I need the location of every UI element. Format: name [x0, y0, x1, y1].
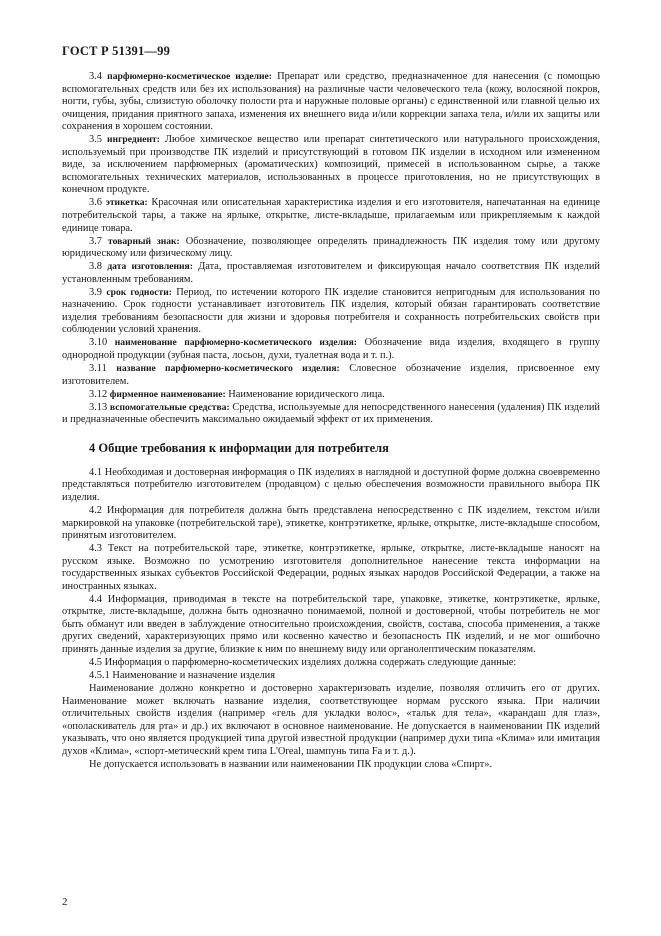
document-body	[62, 71, 600, 771]
definition-term: дата изготовления:	[107, 261, 193, 273]
definition-number: 3.4	[89, 71, 102, 82]
definition-item	[62, 71, 600, 134]
definition-term: срок годности:	[106, 286, 172, 298]
paragraph: Наименование должно конкретно и достоверно характеризовать изделие, позволяя отличить его от других. Наименование может включать название изделия, соответствующее нормам русского языка. При наличии отличительных свойств изделия (например «гель для укладки волос», «тальк для тела», «карандаш для глаз», «ополаскиватель для рта» и др.) их включают в основное наименование. Не допускается в наименовании ПК изделий указывать, что оно является продукцией типа другой известной продукции (например духи типа «Клима» или имитация духов «Клима», «спорт-метический крем типа L'Oreal, шампунь типа Fa и т. д.).	[62, 683, 600, 757]
definition-item	[62, 287, 600, 337]
paragraph: 4.1 Необходимая и достоверная информация о ПК изделиях в наглядной и доступной форме должна своевременно представляться потребителю изготовителем (продавцом) с целью обеспечения возможности правильного выбора ПК изделия.	[62, 466, 600, 503]
definition-text: Наименование юридического лица.	[225, 388, 385, 400]
paragraph: 4.5.1 Наименование и назначение изделия	[89, 670, 275, 682]
definition-item	[62, 261, 600, 286]
definition-number: 3.12	[89, 388, 108, 400]
definition-term: фирменное наименование:	[109, 388, 226, 400]
definition-text: Препарат или средство, предназначенное для нанесения (с помощью вспомогательных средств или без их использования) на различные части человеческого тела (кожу, волосяной покров, ногти, губы, зубы, слизистую оболочку полости рта и наружные половые органы) с единственной или главной целью их очищения, придания приятного запаха, изменения их внешнего вида и/или коррекции запаха тела, и/или их защиты или сохранения в хорошем состоянии.	[62, 71, 600, 133]
definition-text: Словесное обозначение изделия, присвоенное ему изготовителем.	[62, 363, 600, 387]
section-heading: 4 Общие требования к информации для потребителя	[89, 440, 389, 455]
definition-text: Красочная или описательная характеристика изделия и его изготовителя, напечатанная на единице потребительской тары, а также на ярлыке, открытке, листе-вкладыше, прилагаемым или прикрепляемым к каждой единице товара.	[62, 197, 600, 234]
definition-number: 3.7	[89, 235, 102, 247]
paragraph: 4.4 Информация, приводимая в тексте на потребительской таре, упаковке, этикетке, контрэтикетке, ярлыке, открытке, листе-вкладыше, должна быть однозначно понимаемой, полной и достоверной, чтобы потребитель не мог быть обманут или введен в заблуждение относительно происхождения, свойств, состава, способа применения, а также других сведений, характеризующих прямо или косвенно качество и безопасность ПК изделий, и не мог ошибочно принять данные изделия за другие, близкие к ним по внешнему виду или органолептическим показателям.	[62, 593, 600, 655]
definition-term: этикетка:	[105, 197, 148, 209]
definition-term: товарный знак:	[108, 235, 180, 247]
definition-term: вспомогательные средства:	[109, 401, 230, 413]
definition-number: 3.6	[89, 197, 102, 209]
definitions-list	[62, 71, 600, 427]
definition-number: 3.8	[89, 261, 102, 273]
document-header: ГОСТ Р 51391—99	[62, 44, 171, 58]
definition-term: парфюмерно-косметическое изделие:	[107, 71, 272, 82]
definition-term: наименование парфюмерно-косметического изделия:	[114, 337, 357, 349]
definition-item	[62, 236, 600, 261]
definition-text: Период, по истечении которого ПК изделие становится непригодным для использования по назначению. Срок годности устанавливает изготовитель ПК изделия, который обязан гарантировать соответствие изделия требованиям безопасности для жизни и здоровья потребителя и сохранность потребительских свойств при соблюдении условий хранения.	[62, 286, 600, 336]
definition-term: название парфюмерно-косметического изделия:	[116, 363, 340, 375]
definition-number: 3.11	[89, 363, 107, 375]
definition-item	[62, 337, 600, 362]
definition-item	[62, 197, 600, 235]
definition-text: Дата, проставляемая изготовителем и фиксирующая начало соответствия ПК изделий установленным требованиям.	[62, 261, 600, 285]
definition-item	[62, 389, 600, 402]
page-number: 2	[62, 896, 68, 908]
definition-text: Обозначение вида изделия, входящего в группу однородной продукции (зубная паста, лосьон, духи, туалетная вода и т. п.).	[62, 337, 600, 362]
paragraph: 4.3 Текст на потребительской таре, этикетке, контрэтикетке, ярлыке, открытке, листе-вкладыше наносят на русском языке. Возможно по усмотрению изготовителя дополнительное нанесение текста информации на государственных языках субъектов Российской Федерации, родных языках народов Российской Федерации, а также на иностранных языках.	[62, 543, 600, 592]
definition-number: 3.5	[89, 134, 102, 146]
definition-item	[62, 363, 600, 388]
definition-text: Средства, используемые для непосредственного нанесения (удаления) ПК изделий и предназначенные обеспечить максимально ожидаемый эффект от их применения.	[62, 401, 600, 426]
definition-item	[62, 402, 600, 427]
definition-term: ингредиент:	[107, 134, 160, 146]
paragraph: 4.5 Информация о парфюмерно-косметических изделиях должна содержать следующие данные:	[89, 657, 517, 669]
definition-number: 3.9	[89, 286, 102, 298]
definition-text: Обозначение, позволяющее определять принадлежность ПК изделия тому или другому юридическому или физическому лицу.	[62, 235, 600, 260]
definition-text: Любое химическое вещество или препарат синтетического или натурального происхождения, используемый при производстве ПК изделий и присутствующий в готовом ПК изделии в исходном или измененном виде, за исключением парфюмерных (ароматических) композиций, примесей в использованном сырье, а также вспомогательных технических материалов, использованных в процессе приготовления, но не присутствующих в конечном продукте.	[62, 134, 600, 196]
paragraph: Не допускается использовать в названии или наименовании ПК продукции слова «Спирт».	[89, 758, 493, 770]
definition-item	[62, 134, 600, 197]
definition-number: 3.13	[89, 401, 108, 413]
section-paragraphs	[62, 467, 600, 772]
definition-number: 3.10	[89, 337, 108, 349]
paragraph: 4.2 Информация для потребителя должна быть представлена непосредственно с ПК изделием, текстом и/или маркировкой на упаковке (потребительской таре), этикетке, контрэтикетке, ярлыке, открытке, листе-вкладыше способом, принятым изготовителем.	[62, 504, 600, 542]
